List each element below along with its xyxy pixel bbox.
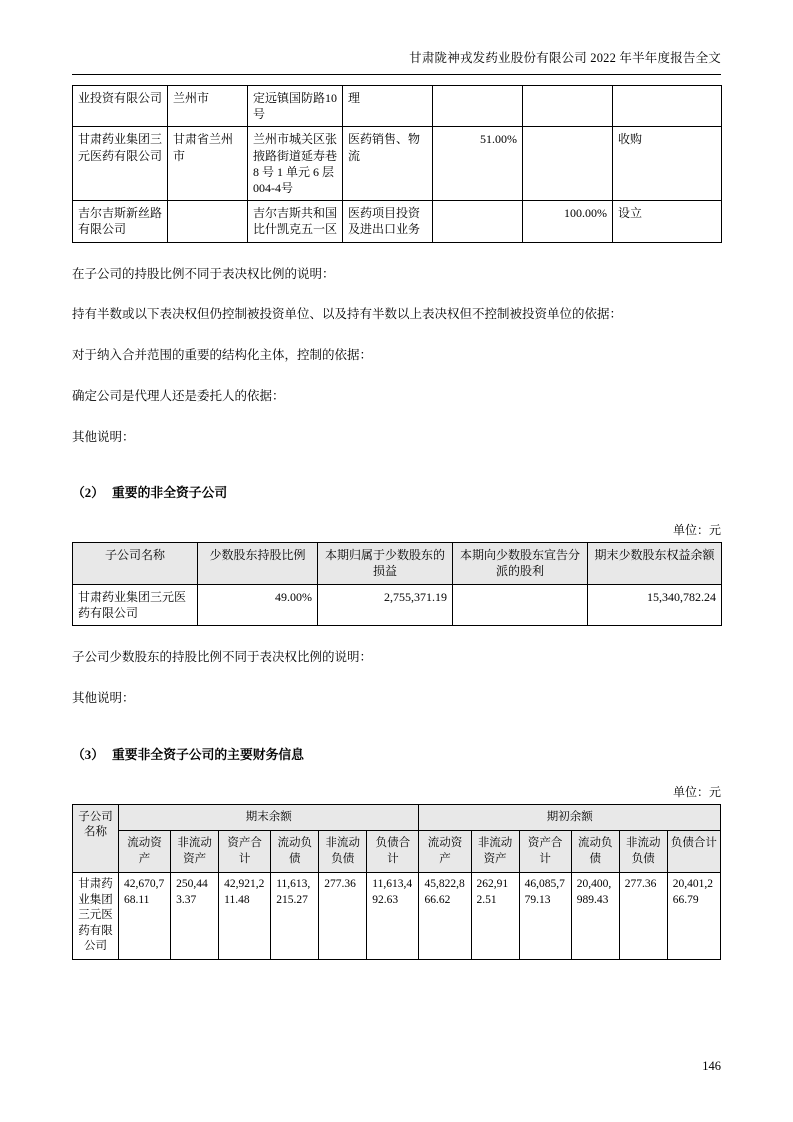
cell-name: 吉尔吉斯新丝路有限公司: [73, 201, 168, 242]
non-wholly-owned-subsidiary-table: [72, 542, 722, 626]
cell-acquire: 设立: [613, 201, 722, 242]
cell-current-assets-end: 42,670,768.11: [118, 873, 170, 960]
cell-place: 兰州市: [168, 86, 248, 127]
cell-place: [168, 201, 248, 242]
note-voting-rights: 持有半数或以下表决权但仍控制被投资单位、以及持有半数以上表决权但不控制被投资单位的依据：: [72, 307, 623, 322]
col-header-noncurrent-liabilities-begin: 非流动负债: [619, 831, 667, 873]
cell-acquire: 收购: [613, 127, 722, 201]
table-row: [73, 584, 722, 625]
cell-dividend: [453, 584, 588, 625]
section-title-3: [72, 744, 721, 763]
col-header-total-liabilities-end: 负债合计: [367, 831, 419, 873]
cell-current-liabilities-end: 11,613,215.27: [271, 873, 319, 960]
col-header-current-assets-end: 流动资产: [118, 831, 170, 873]
col-header-profit-loss: 本期归属于少数股东的损益: [318, 543, 453, 584]
cell-business: 理: [343, 86, 433, 127]
section-title-2: [72, 482, 721, 501]
section-number-2: （2）: [72, 486, 104, 501]
cell-total-liabilities-begin: 20,401,266.79: [667, 873, 720, 960]
note-minority-voting: 子公司少数股东的持股比例不同于表决权比例的说明：: [72, 650, 373, 664]
cell-minority-ratio: 49.00%: [198, 584, 318, 625]
cell-address: 吉尔吉斯共和国比什凯克五一区: [248, 201, 343, 242]
section-number-3: （3）: [72, 747, 104, 762]
col-header-noncurrent-assets-end: 非流动资产: [171, 831, 219, 873]
cell-address: 定远镇国防路10 号: [248, 86, 343, 127]
note-other-2: 其他说明：: [72, 690, 135, 705]
col-header-dividend: 本期向少数股东宣告分派的股利: [453, 543, 588, 584]
cell-business: 医药项目投资及进出口业务: [343, 201, 433, 242]
col-header-minority-ratio: 少数股东持股比例: [198, 543, 318, 584]
cell-current-assets-begin: 45,822,866.62: [419, 873, 471, 960]
table-header-row-sub: [73, 831, 721, 873]
cell-noncurrent-liabilities-end: 277.36: [319, 873, 367, 960]
cell-ratio-indirect: 100.00%: [523, 201, 613, 242]
cell-address: 兰州市城关区张掖路街道延寿巷 8 号 1 单元 6 层 004-4号: [248, 127, 343, 201]
col-header-total-assets-begin: 资产合计: [519, 831, 571, 873]
section-label-2: 重要的非全资子公司: [112, 486, 228, 501]
financial-info-table: [72, 804, 721, 960]
col-header-ending-balance: 期末余额: [118, 804, 418, 831]
table-row: [73, 86, 722, 127]
note-other-1: 其他说明：: [72, 429, 135, 444]
subsidiaries-table: [72, 85, 722, 243]
cell-profit-loss: 2,755,371.19: [318, 584, 453, 625]
note-holding-ratio: 在子公司的持股比例不同于表决权比例的说明：: [72, 266, 335, 281]
note-agent-principal: 确定公司是代理人还是委托人的依据：: [72, 388, 285, 403]
cell-place: 甘肃省兰州市: [168, 127, 248, 201]
col-header-beginning-balance: 期初余额: [419, 804, 721, 831]
unit-label-2: 单位：元: [672, 523, 721, 538]
cell-equity-balance: 15,340,782.24: [588, 584, 722, 625]
col-header-subsidiary-name: 子公司名称: [73, 804, 119, 873]
cell-ratio-indirect: [523, 86, 613, 127]
page-header: [72, 0, 721, 66]
cell-total-liabilities-end: 11,613,492.63: [367, 873, 419, 960]
page-number: 146: [702, 1059, 721, 1073]
col-header-total-liabilities-begin: 负债合计: [667, 831, 720, 873]
cell-ratio-direct: 51.00%: [433, 127, 523, 201]
table-header-row: [73, 543, 722, 584]
cell-name: 业投资有限公司: [73, 86, 168, 127]
cell-total-assets-end: 42,921,211.48: [219, 873, 271, 960]
col-header-total-assets-end: 资产合计: [219, 831, 271, 873]
col-header-equity-balance: 期末少数股东权益余额: [588, 543, 722, 584]
cell-total-assets-begin: 46,085,779.13: [519, 873, 571, 960]
table-row: [73, 873, 721, 960]
col-header-name: 子公司名称: [73, 543, 198, 584]
col-header-current-liabilities-end: 流动负债: [271, 831, 319, 873]
cell-business: 医药销售、物流: [343, 127, 433, 201]
cell-noncurrent-assets-end: 250,443.37: [171, 873, 219, 960]
table-row: [73, 201, 722, 242]
cell-name: 甘肃药业集团三元医药有限公司: [73, 127, 168, 201]
table-row: [73, 127, 722, 201]
section-label-3: 重要非全资子公司的主要财务信息: [112, 747, 304, 762]
header-title: 甘肃陇神戎发药业股份有限公司 2022 年半年度报告全文: [409, 51, 721, 65]
cell-ratio-indirect: [523, 127, 613, 201]
cell-acquire: [613, 86, 722, 127]
cell-ratio-direct: [433, 201, 523, 242]
unit-label-3: 单位：元: [672, 784, 721, 799]
cell-subsidiary-name: 甘肃药业集团三元医药有限公司: [73, 584, 198, 625]
col-header-current-liabilities-begin: 流动负债: [571, 831, 619, 873]
cell-ratio-direct: [433, 86, 523, 127]
note-structured-entity: 对于纳入合并范围的重要的结构化主体，控制的依据：: [72, 348, 373, 362]
col-header-current-assets-begin: 流动资产: [419, 831, 471, 873]
header-divider: [72, 74, 721, 75]
cell-current-liabilities-begin: 20,400,989.43: [571, 873, 619, 960]
cell-subsidiary-name: 甘肃药业集团三元医药有限公司: [73, 873, 119, 960]
col-header-noncurrent-liabilities-end: 非流动负债: [319, 831, 367, 873]
col-header-noncurrent-assets-begin: 非流动资产: [471, 831, 519, 873]
table-header-row-group: [73, 804, 721, 831]
cell-noncurrent-liabilities-begin: 277.36: [619, 873, 667, 960]
cell-noncurrent-assets-begin: 262,912.51: [471, 873, 519, 960]
